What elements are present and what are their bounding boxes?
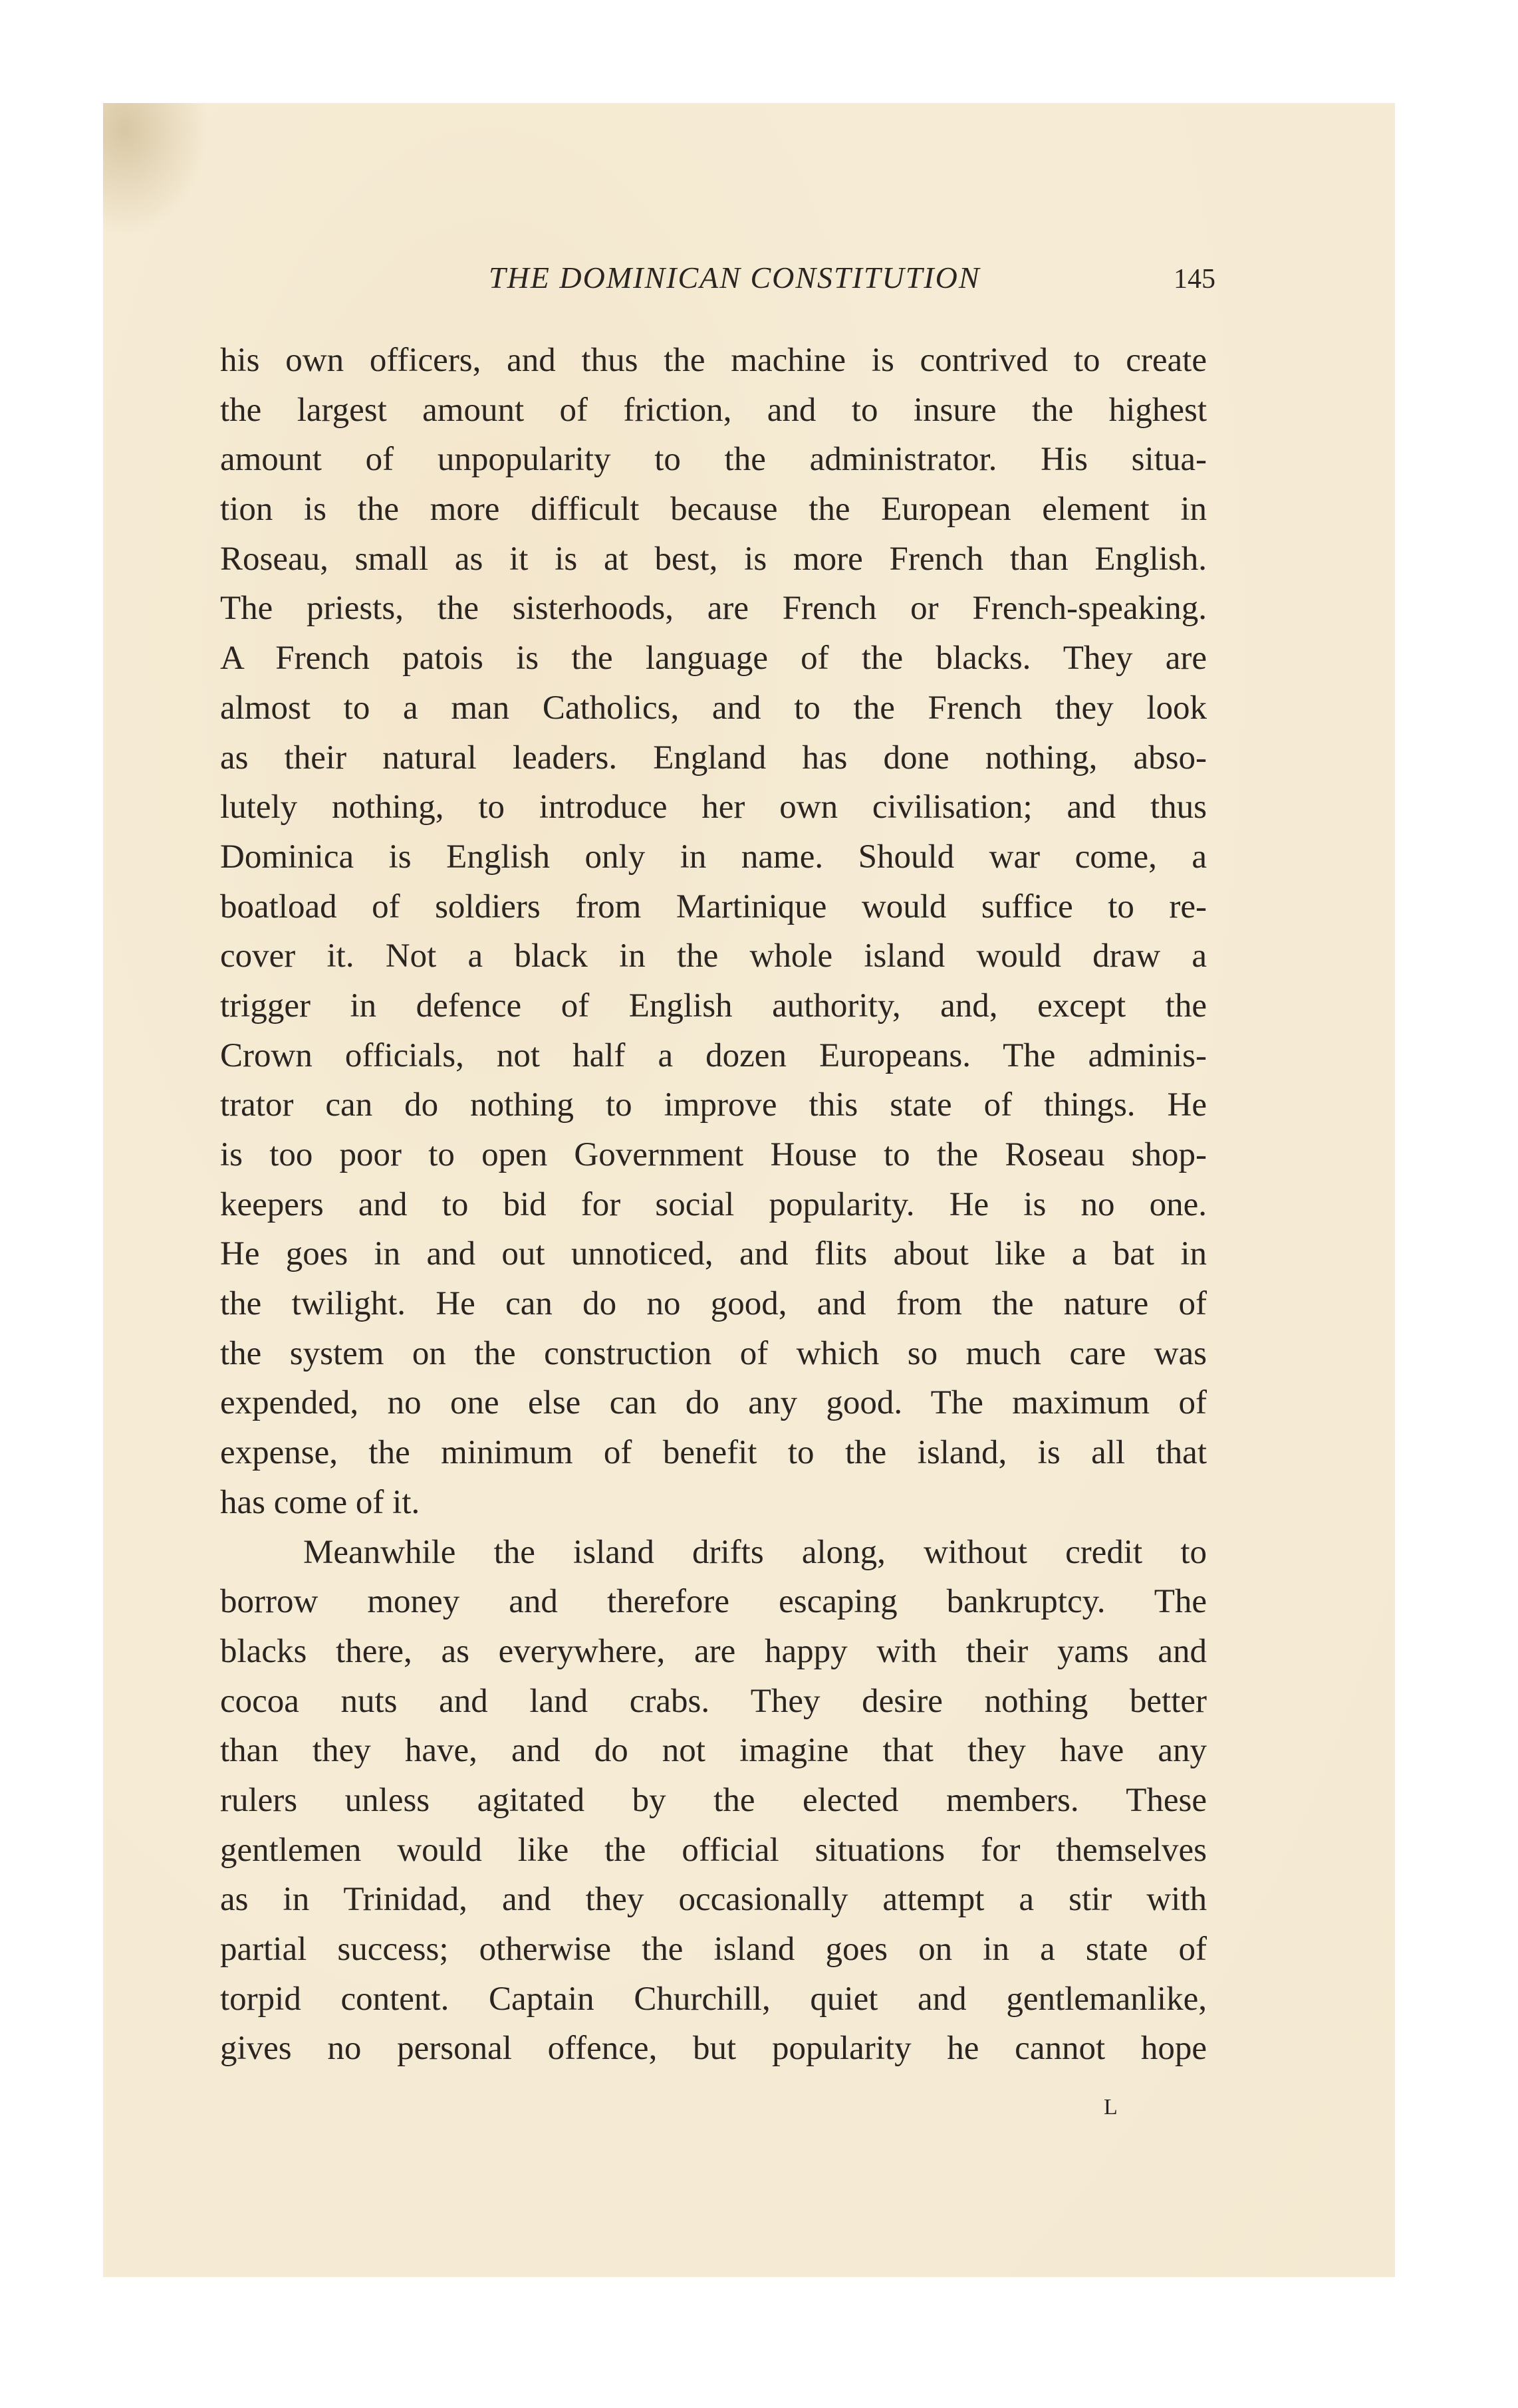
text-line: cover it. Not a black in the whole island would draw a	[220, 937, 1207, 975]
text-line: lutely nothing, to introduce her own civilisation; and thus	[220, 788, 1207, 826]
signature-mark: L	[1104, 2095, 1118, 2119]
text-line: blacks there, as everywhere, are happy with their yams and	[220, 1632, 1207, 1670]
text-line: cocoa nuts and land crabs. They desire nothing better	[220, 1682, 1207, 1720]
text-line: partial success; otherwise the island goes on in a state of	[220, 1931, 1207, 1968]
text-line: torpid content. Captain Churchill, quiet and gentlemanlike,	[220, 1980, 1207, 2018]
page-number: 145	[1174, 264, 1215, 295]
text-line: than they have, and do not imagine that they have any	[220, 1732, 1207, 1770]
text-line: expense, the minimum of benefit to the island, is all that	[220, 1434, 1207, 1472]
text-line: boatload of soldiers from Martinique would suffice to re-	[220, 888, 1207, 925]
text-line: the largest amount of friction, and to insure the highest	[220, 391, 1207, 429]
text-line: gentlemen would like the official situations for themselves	[220, 1831, 1207, 1869]
text-line: A French patois is the language of the blacks. They are	[220, 640, 1207, 677]
text-line: Roseau, small as it is at best, is more French than English.	[220, 540, 1207, 578]
text-line: has come of it.	[220, 1483, 420, 1521]
body-text	[220, 336, 1207, 2074]
text-line: amount of unpopularity to the administrator. His situa-	[220, 441, 1207, 479]
text-line: is too poor to open Government House to the Roseau shop-	[220, 1136, 1207, 1173]
text-line: rulers unless agitated by the elected members. These	[220, 1781, 1207, 1819]
running-title: THE DOMINICAN CONSTITUTION	[489, 261, 981, 295]
page-header	[103, 259, 1395, 299]
text-line: his own officers, and thus the machine is contrived to create	[220, 342, 1207, 379]
text-line: the twilight. He can do no good, and from the nature of	[220, 1285, 1207, 1323]
text-line: as in Trinidad, and they occasionally attempt a stir with	[220, 1881, 1207, 1919]
text-line: borrow money and therefore escaping bankruptcy. The	[220, 1583, 1207, 1621]
text-line: trator can do nothing to improve this state of things. He	[220, 1086, 1207, 1124]
text-line: Meanwhile the island drifts along, without credit to	[303, 1533, 1207, 1571]
text-line: The priests, the sisterhoods, are French or French-speaking.	[220, 590, 1207, 628]
text-line: as their natural leaders. England has done nothing, abso-	[220, 739, 1207, 777]
text-line: tion is the more difficult because the European element in	[220, 491, 1207, 529]
text-line: trigger in defence of English authority, and, except the	[220, 987, 1207, 1024]
text-line: almost to a man Catholics, and to the French they look	[220, 689, 1207, 727]
text-line: gives no personal offence, but popularity he cannot hope	[220, 2030, 1207, 2068]
page-stain	[103, 103, 209, 236]
text-line: He goes in and out unnoticed, and flits about like a bat in	[220, 1235, 1207, 1273]
text-line: expended, no one else can do any good. The maximum of	[220, 1384, 1207, 1422]
text-line: keepers and to bid for social popularity. He is no one.	[220, 1185, 1207, 1223]
text-line: Crown officials, not half a dozen Europeans. The adminis-	[220, 1036, 1207, 1074]
text-line: the system on the construction of which so much care was	[220, 1334, 1207, 1372]
text-line: Dominica is English only in name. Should war come, a	[220, 838, 1207, 876]
